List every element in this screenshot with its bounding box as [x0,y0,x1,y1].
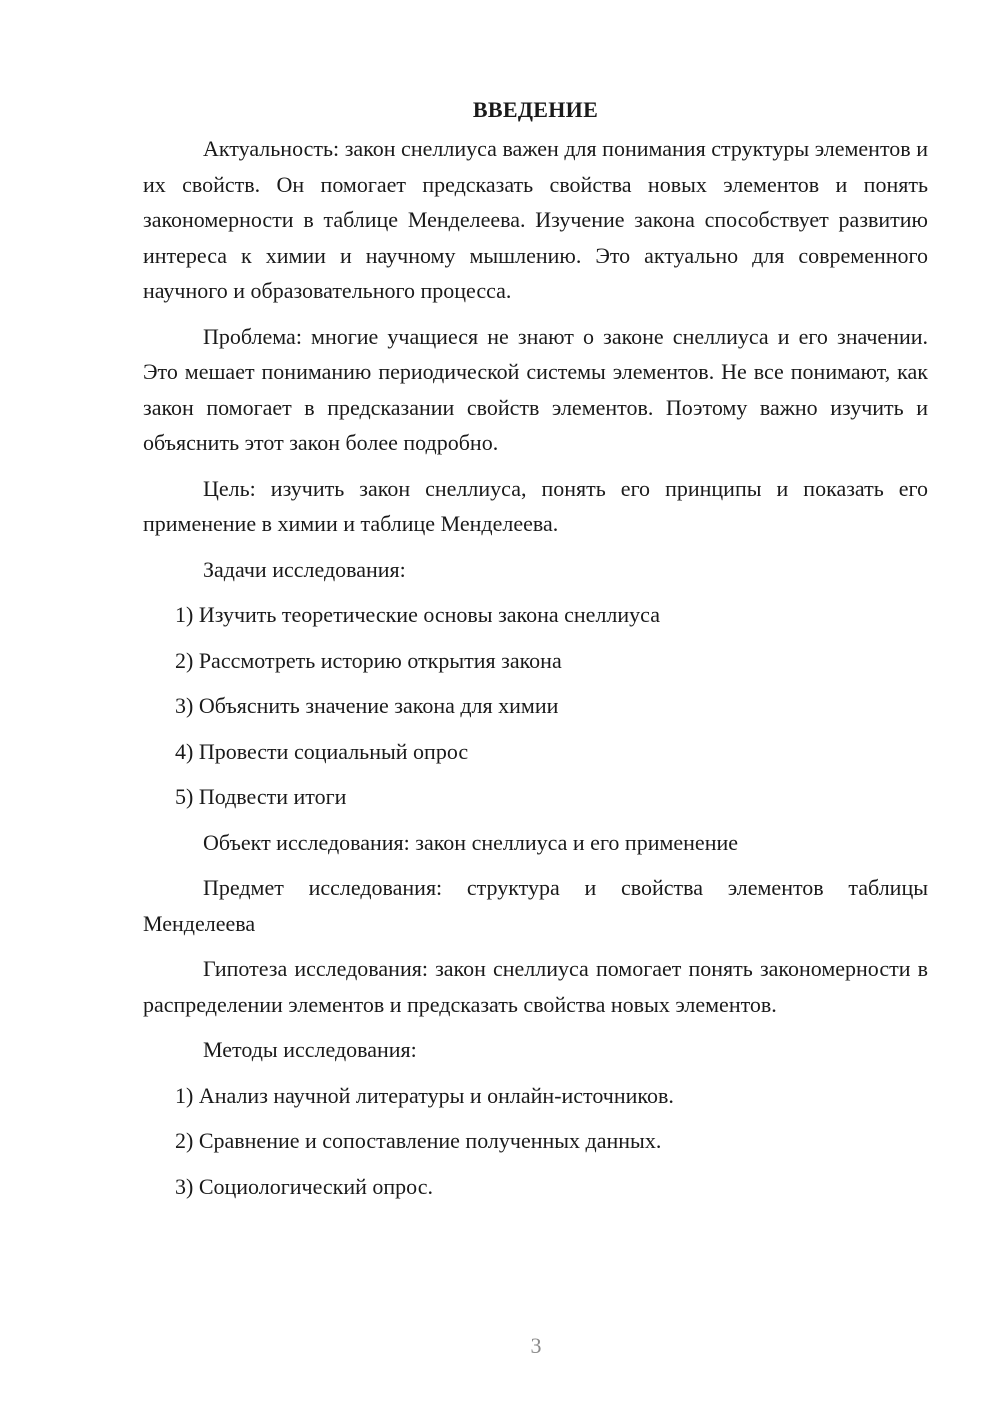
subject-paragraph: Предмет исследования: структура и свойства элементов таблицы Менделеева [143,875,928,936]
goal-paragraph: Цель: изучить закон снеллиуса, понять его принципы и показать его применение в химии и таблице Менделеева. [143,475,928,536]
page-title: ВВЕДЕНИЕ [472,97,599,122]
task-item: 3) Объяснить значение закона для химии [175,693,559,718]
task-item: 4) Провести социальный опрос [175,738,469,764]
task-item: 2) Рассмотреть историю открытия закона [175,647,562,673]
method-item: 1) Анализ научной литературы и онлайн-источников. [175,1082,674,1108]
tasks-label: Задачи исследования: [203,556,406,582]
document-page [143,92,928,1214]
problem-paragraph: Проблема: многие учащиеся не знают о законе снеллиуса и его значении. Это мешает пониманию периодической системы элементов. Не все понимают, как закон помогает в предсказании свойств элементов. Поэтому важно изучить и объяснить этот закон более подробно. [143,323,928,455]
object-line: Объект исследования: закон снеллиуса и его применение [203,829,739,855]
hypothesis-paragraph: Гипотеза исследования: закон снеллиуса помогает понять закономерности в распределении элементов и предсказать свойства новых элементов. [143,956,928,1017]
task-item: 1) Изучить теоретические основы закона снеллиуса [175,602,660,627]
relevance-paragraph: Актуальность: закон снеллиуса важен для понимания структуры элементов и их свойств. Он помогает предсказать свойства новых элементов и понять закономерности в таблице Менделеева. Изучение закона способствует развитию интереса к химии и научному мышлению. Это актуально для современного научного и образовательного процесса. [143,136,928,303]
task-item: 5) Подвести итоги [175,784,347,809]
methods-label: Методы исследования: [203,1037,417,1062]
page-number: 3 [530,1333,542,1358]
method-item: 3) Социологический опрос. [175,1173,433,1199]
method-item: 2) Сравнение и сопоставление полученных данных. [175,1128,662,1153]
